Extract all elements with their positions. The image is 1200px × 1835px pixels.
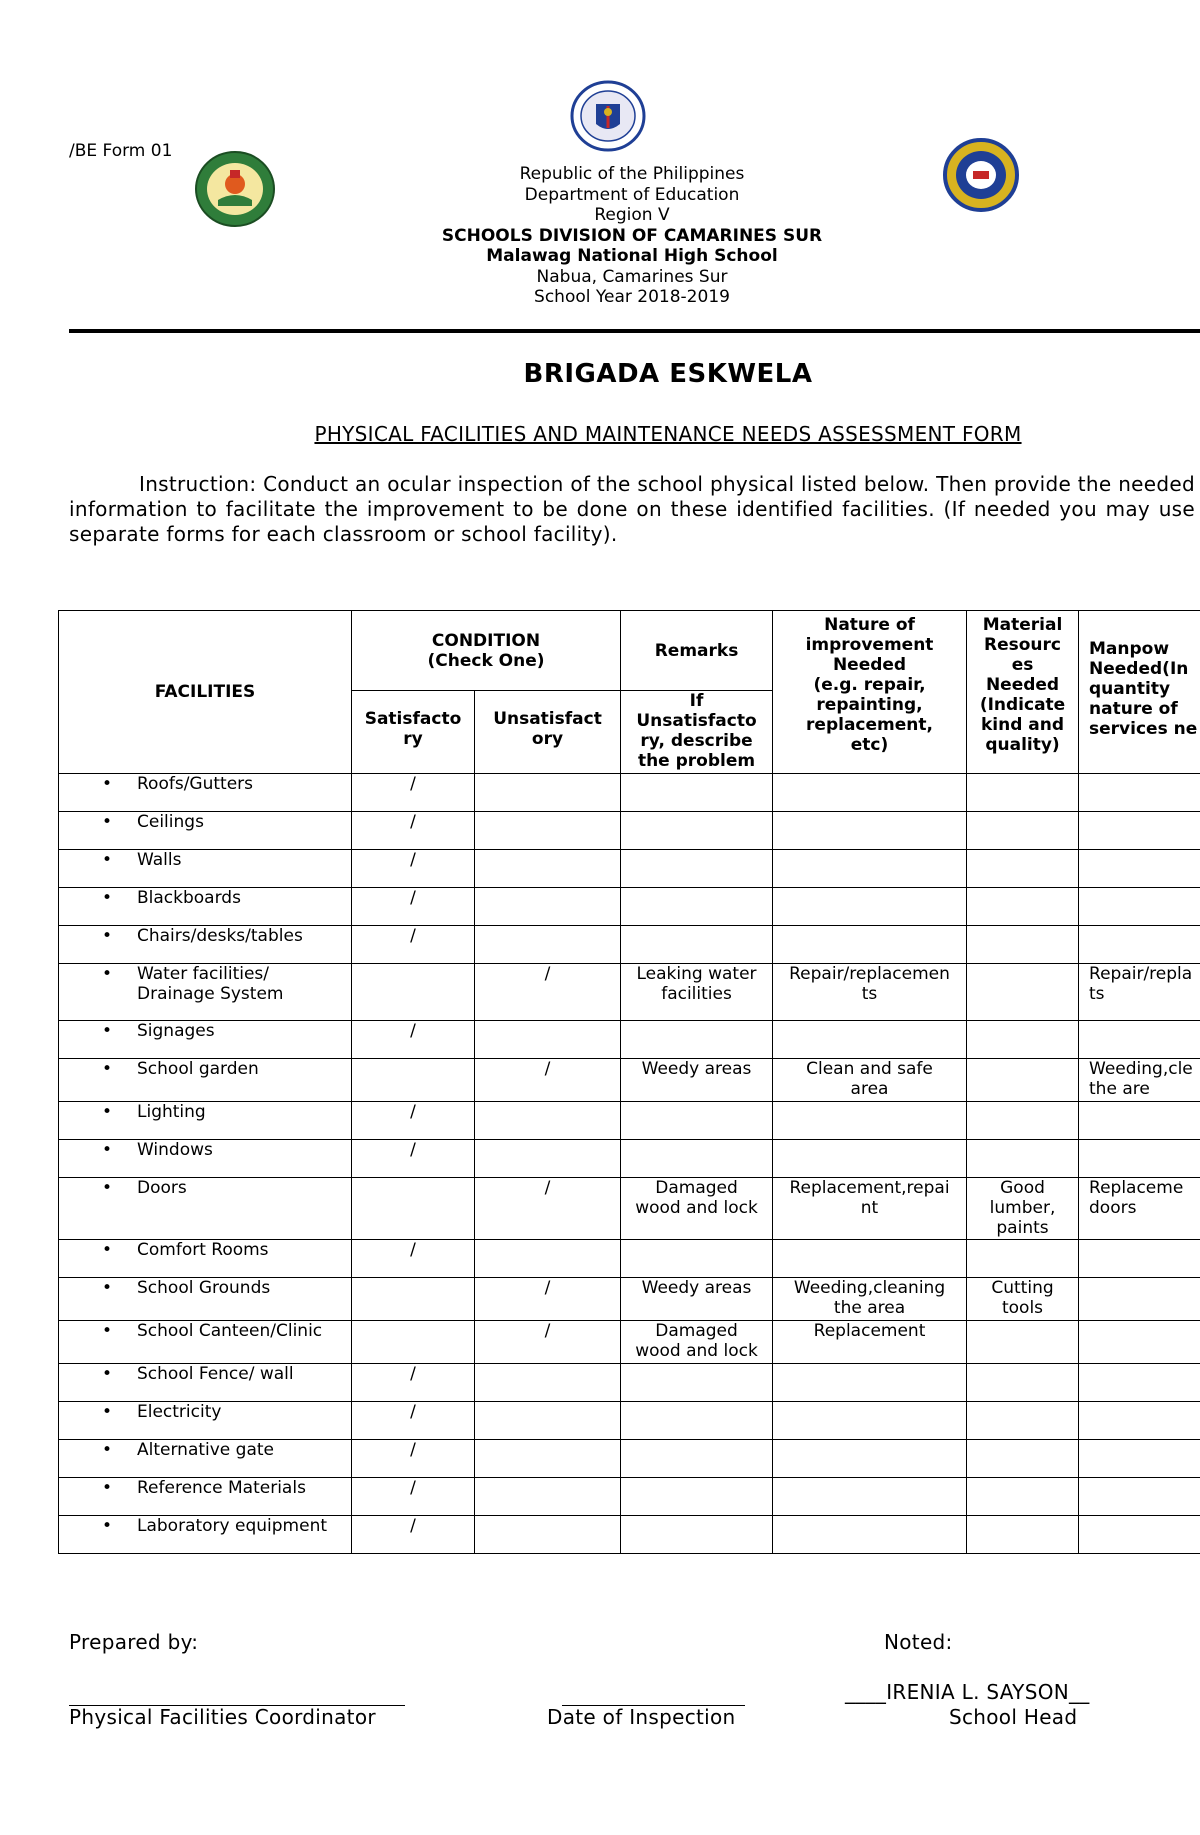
nature-cell [773,774,967,812]
nature-cell [773,1516,967,1554]
table-row [59,964,1200,1021]
table-row [59,1364,1200,1402]
unsatisfactory-cell: / [475,1321,621,1364]
remarks-cell [621,1021,773,1059]
header-department: Department of Education [524,184,740,205]
manpower-cell [1079,774,1200,812]
facility-name: • Windows [59,1140,352,1178]
remarks-cell: Weedy areas [621,1278,773,1321]
table-row [59,1240,1200,1278]
satisfactory-cell: / [352,1240,475,1278]
unsatisfactory-cell [475,850,621,888]
satisfactory-cell: / [352,1516,475,1554]
unsatisfactory-cell: / [475,1178,621,1240]
facility-name: • School Canteen/Clinic [59,1321,352,1364]
nature-cell: Repair/replacemen ts [773,964,967,1021]
table-row [59,1278,1200,1321]
header-school-name: Malawag National High School [486,246,778,266]
manpower-cell [1079,1240,1200,1278]
nature-cell [773,1440,967,1478]
header-address: Nabua, Camarines Sur [536,266,728,287]
header-divider [69,329,1200,333]
satisfactory-cell: / [352,812,475,850]
letterhead [0,164,1200,308]
remarks-cell [621,1478,773,1516]
material-cell [967,774,1079,812]
manpower-cell [1079,1516,1200,1554]
nature-cell [773,850,967,888]
facility-name: • Alternative gate [59,1440,352,1478]
table-row [59,1402,1200,1440]
remarks-cell: Damaged wood and lock [621,1178,773,1240]
facility-name: • Reference Materials [59,1478,352,1516]
table-row [59,1478,1200,1516]
remarks-cell [621,774,773,812]
table-row [59,1140,1200,1178]
facility-name: • Electricity [59,1402,352,1440]
satisfactory-cell: / [352,1021,475,1059]
facility-name: • Laboratory equipment [59,1516,352,1554]
remarks-cell [621,850,773,888]
satisfactory-cell: / [352,926,475,964]
remarks-cell [621,1140,773,1178]
facility-name: • Blackboards [59,888,352,926]
unsatisfactory-cell [475,812,621,850]
satisfactory-cell: / [352,850,475,888]
table-row [59,1102,1200,1140]
header-nature-of-improvement: Nature of improvement Needed (e.g. repair, repainting, replacement, etc) [773,611,967,774]
facility-name: • School Grounds [59,1278,352,1321]
material-cell [967,926,1079,964]
unsatisfactory-cell [475,1440,621,1478]
manpower-cell [1079,1102,1200,1140]
facility-name: • Comfort Rooms [59,1240,352,1278]
manpower-cell: Replaceme doors [1079,1178,1200,1240]
manpower-cell [1079,1364,1200,1402]
header-remarks: Remarks [621,611,773,691]
unsatisfactory-cell [475,888,621,926]
coordinator-label: Physical Facilities Coordinator [69,1705,376,1729]
manpower-cell [1079,1140,1200,1178]
satisfactory-cell: / [352,1440,475,1478]
facility-name: • School Fence/ wall [59,1364,352,1402]
material-cell: Good lumber, paints [967,1178,1079,1240]
facility-rows [59,774,1200,1554]
facility-name: • Ceilings [59,812,352,850]
material-cell [967,1440,1079,1478]
noted-label: Noted: [884,1630,953,1654]
remarks-cell [621,888,773,926]
table-row [59,888,1200,926]
satisfactory-cell: / [352,1478,475,1516]
satisfactory-cell: / [352,1140,475,1178]
table-row [59,1516,1200,1554]
unsatisfactory-cell [475,1140,621,1178]
prepared-by-label: Prepared by: [69,1630,199,1654]
facility-name: • Lighting [59,1102,352,1140]
material-cell [967,1516,1079,1554]
manpower-cell [1079,1278,1200,1321]
unsatisfactory-cell: / [475,1278,621,1321]
material-cell [967,1478,1079,1516]
manpower-cell [1079,850,1200,888]
satisfactory-cell: / [352,888,475,926]
remarks-cell: Leaking water facilities [621,964,773,1021]
unsatisfactory-cell: / [475,964,621,1021]
material-cell [967,1321,1079,1364]
manpower-cell [1079,812,1200,850]
material-cell [967,888,1079,926]
unsatisfactory-cell [475,1240,621,1278]
header-manpower: Manpow Needed(In quantity nature of services ne [1079,611,1200,774]
remarks-cell: Damaged wood and lock [621,1321,773,1364]
header-satisfactory: Satisfacto ry [352,691,475,774]
satisfactory-cell [352,964,475,1021]
form-label: /BE Form 01 [69,141,173,161]
remarks-cell [621,1364,773,1402]
nature-cell: Replacement [773,1321,967,1364]
nature-cell [773,812,967,850]
facility-name: • Water facilities/ Drainage System [59,964,352,1021]
nature-cell [773,1364,967,1402]
header-school-year: School Year 2018-2019 [534,287,730,307]
remarks-cell [621,926,773,964]
nature-cell: Clean and safe area [773,1059,967,1102]
unsatisfactory-cell [475,1102,621,1140]
nature-cell [773,1402,967,1440]
header-condition: CONDITION (Check One) [352,611,621,691]
remarks-cell [621,1516,773,1554]
nature-cell [773,1102,967,1140]
satisfactory-cell: / [352,774,475,812]
header-republic: Republic of the Philippines [519,164,745,184]
deped-seal [570,80,646,152]
facility-name: • Chairs/desks/tables [59,926,352,964]
manpower-cell [1079,926,1200,964]
manpower-cell [1079,1402,1200,1440]
unsatisfactory-cell [475,1402,621,1440]
facility-name: • Doors [59,1178,352,1240]
header-remarks-detail: If Unsatisfacto ry, describe the problem [621,691,773,774]
manpower-cell [1079,1440,1200,1478]
satisfactory-cell [352,1278,475,1321]
header-division: SCHOOLS DIVISION OF CAMARINES SUR [441,225,823,246]
table-row [59,850,1200,888]
material-cell [967,1059,1079,1102]
header-unsatisfactory: Unsatisfact ory [475,691,621,774]
material-cell [967,1240,1079,1278]
material-cell [967,1140,1079,1178]
nature-cell [773,1140,967,1178]
manpower-cell: Weeding,cle the are [1079,1059,1200,1102]
remarks-cell [621,1102,773,1140]
nature-cell [773,1021,967,1059]
table-row [59,1440,1200,1478]
table-row [59,926,1200,964]
facility-name: • School garden [59,1059,352,1102]
unsatisfactory-cell [475,1516,621,1554]
manpower-cell [1079,1021,1200,1059]
material-cell [967,964,1079,1021]
material-cell: Cutting tools [967,1278,1079,1321]
satisfactory-cell: / [352,1102,475,1140]
remarks-cell [621,1240,773,1278]
material-cell [967,1364,1079,1402]
manpower-cell [1079,1321,1200,1364]
material-cell [967,850,1079,888]
header-facilities: FACILITIES [59,611,352,774]
form-subtitle: PHYSICAL FACILITIES AND MAINTENANCE NEEDS ASSESSMENT FORM [314,422,1022,446]
table-row [59,1178,1200,1240]
unsatisfactory-cell [475,926,621,964]
satisfactory-cell [352,1321,475,1364]
remarks-cell [621,1402,773,1440]
facility-name: • Signages [59,1021,352,1059]
material-cell [967,1102,1079,1140]
remarks-cell: Weedy areas [621,1059,773,1102]
date-of-inspection-label: Date of Inspection [547,1705,736,1729]
nature-cell [773,1478,967,1516]
unsatisfactory-cell [475,774,621,812]
school-head-title: School Head [949,1705,1078,1729]
material-cell [967,1402,1079,1440]
remarks-cell [621,812,773,850]
table-row [59,812,1200,850]
nature-cell [773,1240,967,1278]
manpower-cell [1079,1478,1200,1516]
nature-cell: Weeding,cleaning the area [773,1278,967,1321]
nature-cell [773,888,967,926]
assessment-table [58,610,1200,1554]
page-title: BRIGADA ESKWELA [523,359,813,389]
satisfactory-cell [352,1059,475,1102]
manpower-cell [1079,888,1200,926]
unsatisfactory-cell: / [475,1059,621,1102]
table-row [59,774,1200,812]
facility-name: • Walls [59,850,352,888]
nature-cell: Replacement,repai nt [773,1178,967,1240]
remarks-cell [621,1440,773,1478]
table-row [59,1321,1200,1364]
satisfactory-cell [352,1178,475,1240]
unsatisfactory-cell [475,1478,621,1516]
instruction-text: Instruction: Conduct an ocular inspection of the school physical listed below. Then provide the needed information to facilitate the improvement to be done on these identified facilities. (If needed you may use separate forms for each classroom or school facility). [69,472,1195,546]
table-row [59,1021,1200,1059]
manpower-cell: Repair/repla ts [1079,964,1200,1021]
facility-name: • Roofs/Gutters [59,774,352,812]
satisfactory-cell: / [352,1402,475,1440]
school-head-name: ____IRENIA L. SAYSON__ [845,1680,1090,1704]
header-material-resources: Material Resourc es Needed (Indicate kind and quality) [967,611,1079,774]
unsatisfactory-cell [475,1364,621,1402]
header-region: Region V [594,205,670,225]
unsatisfactory-cell [475,1021,621,1059]
table-row [59,1059,1200,1102]
material-cell [967,1021,1079,1059]
nature-cell [773,926,967,964]
material-cell [967,812,1079,850]
satisfactory-cell: / [352,1364,475,1402]
